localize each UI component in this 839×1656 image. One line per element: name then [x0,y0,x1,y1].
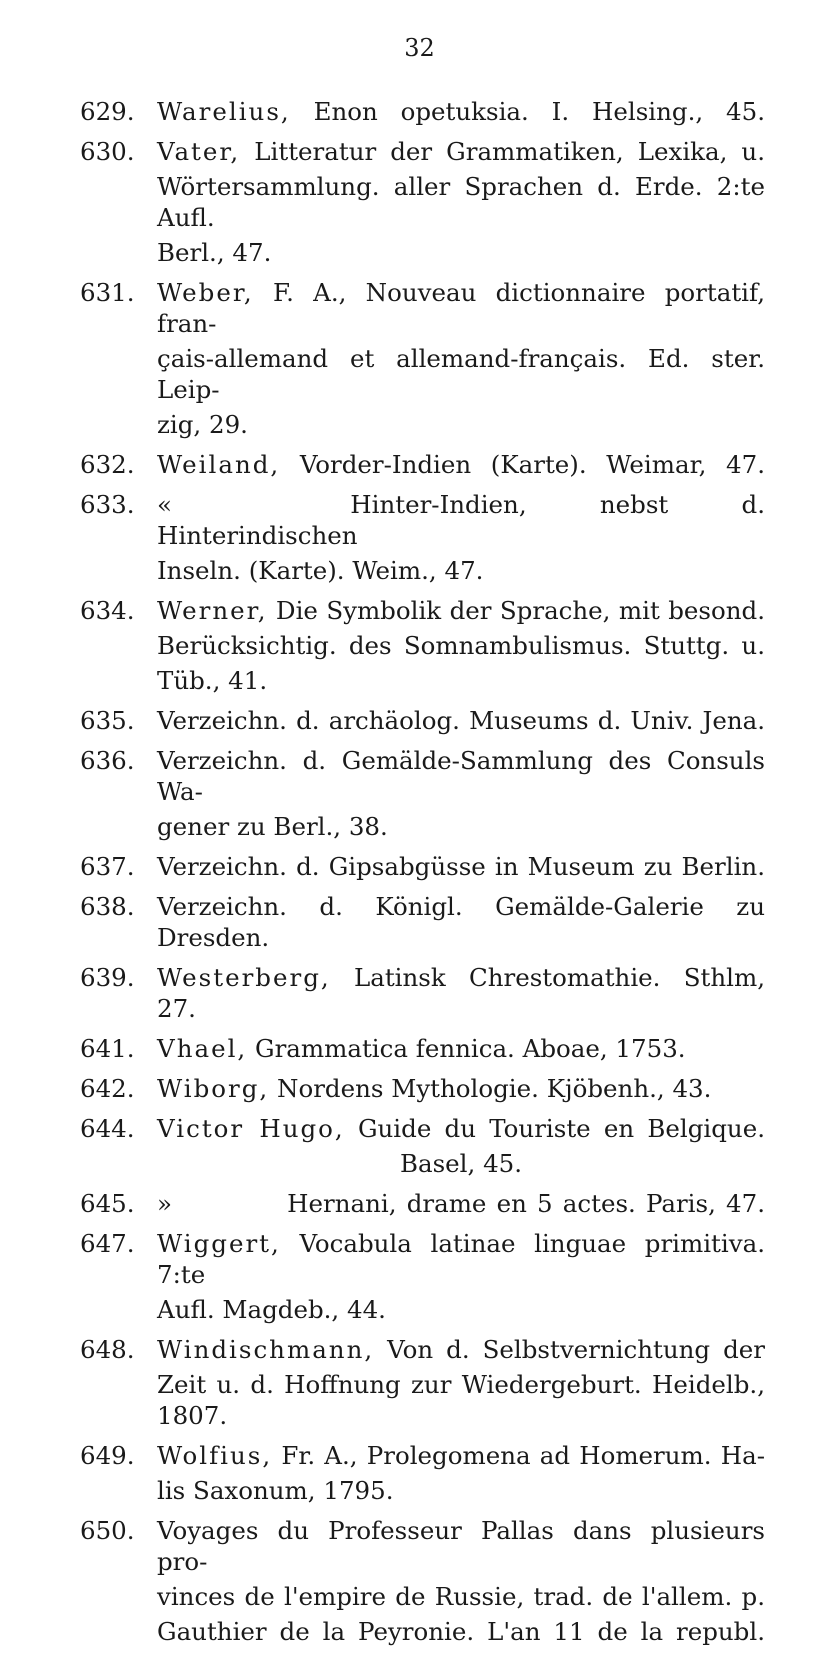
entry-text [157,136,765,272]
entry-number: 647. [80,1229,135,1258]
entry-number: 650. [80,1516,135,1545]
entry-number: 648. [80,1335,135,1364]
entry-author: Victor Hugo, [157,1114,345,1143]
entry-text [157,851,765,886]
bibliography-entry [80,489,765,590]
entry-number: 631. [80,278,135,307]
entry-line: Werner, Die Symbolik der Sprache, mit besond. [157,596,765,625]
bibliography-entry [80,1228,765,1329]
entry-line: lis Saxonum, 1795. [157,1476,394,1505]
entry-number: 637. [80,852,135,881]
bibliography-entry [80,891,765,957]
entry-line: Berücksichtig. des Somnambulismus. Stuttg. u. [157,631,765,660]
entry-text [157,96,765,131]
entry-line: Verzeichn. d. Gemälde-Sammlung des Consuls Wa- [157,746,765,806]
entry-line: Vater, Litteratur der Grammatiken, Lexika, u. [157,137,766,166]
entry-number: 641. [80,1034,135,1063]
entry-line: Verzeichn. d. Königl. Gemälde-Galerie zu Dresden. [157,892,765,952]
entry-text [157,1113,765,1183]
bibliography-entry [80,449,765,484]
entry-author: Weber, [157,278,254,307]
bibliography-entry [80,1113,765,1183]
entry-number: 642. [80,1074,135,1103]
entry-text [157,1440,765,1510]
entry-text [157,962,765,1028]
entry-line: Wolfius, Fr. A., Prolegomena ad Homerum. Ha- [157,1441,765,1470]
entry-text [157,1228,765,1329]
entry-author: Werner, [157,596,268,625]
bibliography-entry [80,1188,765,1223]
entry-number: 633. [80,490,135,519]
entry-line: Zeit u. d. Hoffnung zur Wiedergeburt. Heidelb., 1807. [157,1370,765,1430]
entry-line: Wiborg, Nordens Mythologie. Kjöbenh., 43. [157,1074,712,1103]
entry-line: Aufl. Magdeb., 44. [157,1295,386,1324]
entry-line: Gauthier de la Peyronie. L'an 11 de la republ. [157,1617,765,1646]
entry-number: 632. [80,450,135,479]
entry-line: Berl., 47. [157,238,272,267]
entry-number: 639. [80,963,135,992]
entry-author: Vhael, [157,1034,248,1063]
bibliography-list [80,96,765,1656]
entry-author: Windischmann, [157,1335,375,1364]
bibliography-entry [80,1033,765,1068]
entry-author: Warelius, [157,97,291,126]
bibliography-entry [80,1440,765,1510]
entry-text [157,705,765,740]
entry-line: Vhael, Grammatica fennica. Aboae, 1753. [157,1034,686,1063]
entry-number: 634. [80,596,135,625]
entry-author: Wolfius, [157,1441,273,1470]
bibliography-entry [80,277,765,444]
entry-text [157,1334,765,1435]
entry-author: Wiggert, [157,1229,281,1258]
entry-line: Warelius, Enon opetuksia. I. Helsing., 45. [157,97,765,126]
bibliography-entry [80,705,765,740]
entry-line: « Hinter-Indien, nebst d. Hinterindischen [157,490,765,550]
entry-number: 644. [80,1114,135,1143]
entry-text [157,1073,765,1108]
entry-author: Westerberg, [157,963,331,992]
entry-line: Westerberg, Latinsk Chrestomathie. Sthlm, 27. [157,963,765,1023]
entry-line: Verzeichn. d. Gipsabgüsse in Museum zu Berlin. [157,852,765,881]
entry-text [157,891,765,957]
entry-line: Verzeichn. d. archäolog. Museums d. Univ. Jena. [157,706,765,735]
entry-line: Victor Hugo, Guide du Touriste en Belgique. [157,1114,765,1143]
bibliography-entry [80,962,765,1028]
entry-author: Vater, [157,137,241,166]
entry-line: Voyages du Professeur Pallas dans plusieurs pro- [157,1516,765,1576]
entry-text [157,1188,765,1223]
bibliography-entry [80,745,765,846]
bibliography-entry [80,96,765,131]
entry-number: 645. [80,1189,135,1218]
entry-text [157,1033,765,1068]
entry-author: Weiland, [157,450,281,479]
entry-text [157,1515,765,1651]
entry-text [157,277,765,444]
bibliography-entry [80,851,765,886]
entry-line: Windischmann, Von d. Selbstvernichtung der [157,1335,765,1364]
entry-author: Wiborg, [157,1074,270,1103]
bibliography-entry [80,1073,765,1108]
ditto-mark: « [157,490,172,519]
entry-number: 649. [80,1441,135,1470]
entry-text [157,489,765,590]
entry-text [157,745,765,846]
entry-number: 629. [80,97,135,126]
bibliography-entry [80,1515,765,1651]
entry-line: çais-allemand et allemand-français. Ed. ster. Leip- [157,344,765,404]
entry-number: 635. [80,706,135,735]
entry-line: Inseln. (Karte). Weim., 47. [157,556,484,585]
entry-line: Weiland, Vorder-Indien (Karte). Weimar, 47. [157,450,765,479]
bibliography-entry [80,136,765,272]
entry-line: zig, 29. [157,410,248,439]
bibliography-entry [80,595,765,700]
entry-line: vinces de l'empire de Russie, trad. de l'allem. p. [157,1582,765,1611]
entry-line: » Hernani, drame en 5 actes. Paris, 47. [157,1189,765,1218]
entry-line: Wörtersammlung. aller Sprachen d. Erde. 2:te Aufl. [157,172,765,232]
entry-text [157,449,765,484]
entry-line: gener zu Berl., 38. [157,812,388,841]
entry-text [157,595,765,700]
page-number: 32 [404,34,435,62]
entry-line: Wiggert, Vocabula latinae linguae primitiva. 7:te [157,1229,765,1289]
entry-number: 638. [80,892,135,921]
entry-line: Tüb., 41. [157,666,268,695]
entry-line: Weber, F. A., Nouveau dictionnaire portatif, fran- [157,278,765,338]
entry-line: Basel, 45. [399,1149,523,1178]
entry-number: 630. [80,137,135,166]
ditto-mark: » [157,1189,172,1218]
entry-number: 636. [80,746,135,775]
bibliography-entry [80,1334,765,1435]
